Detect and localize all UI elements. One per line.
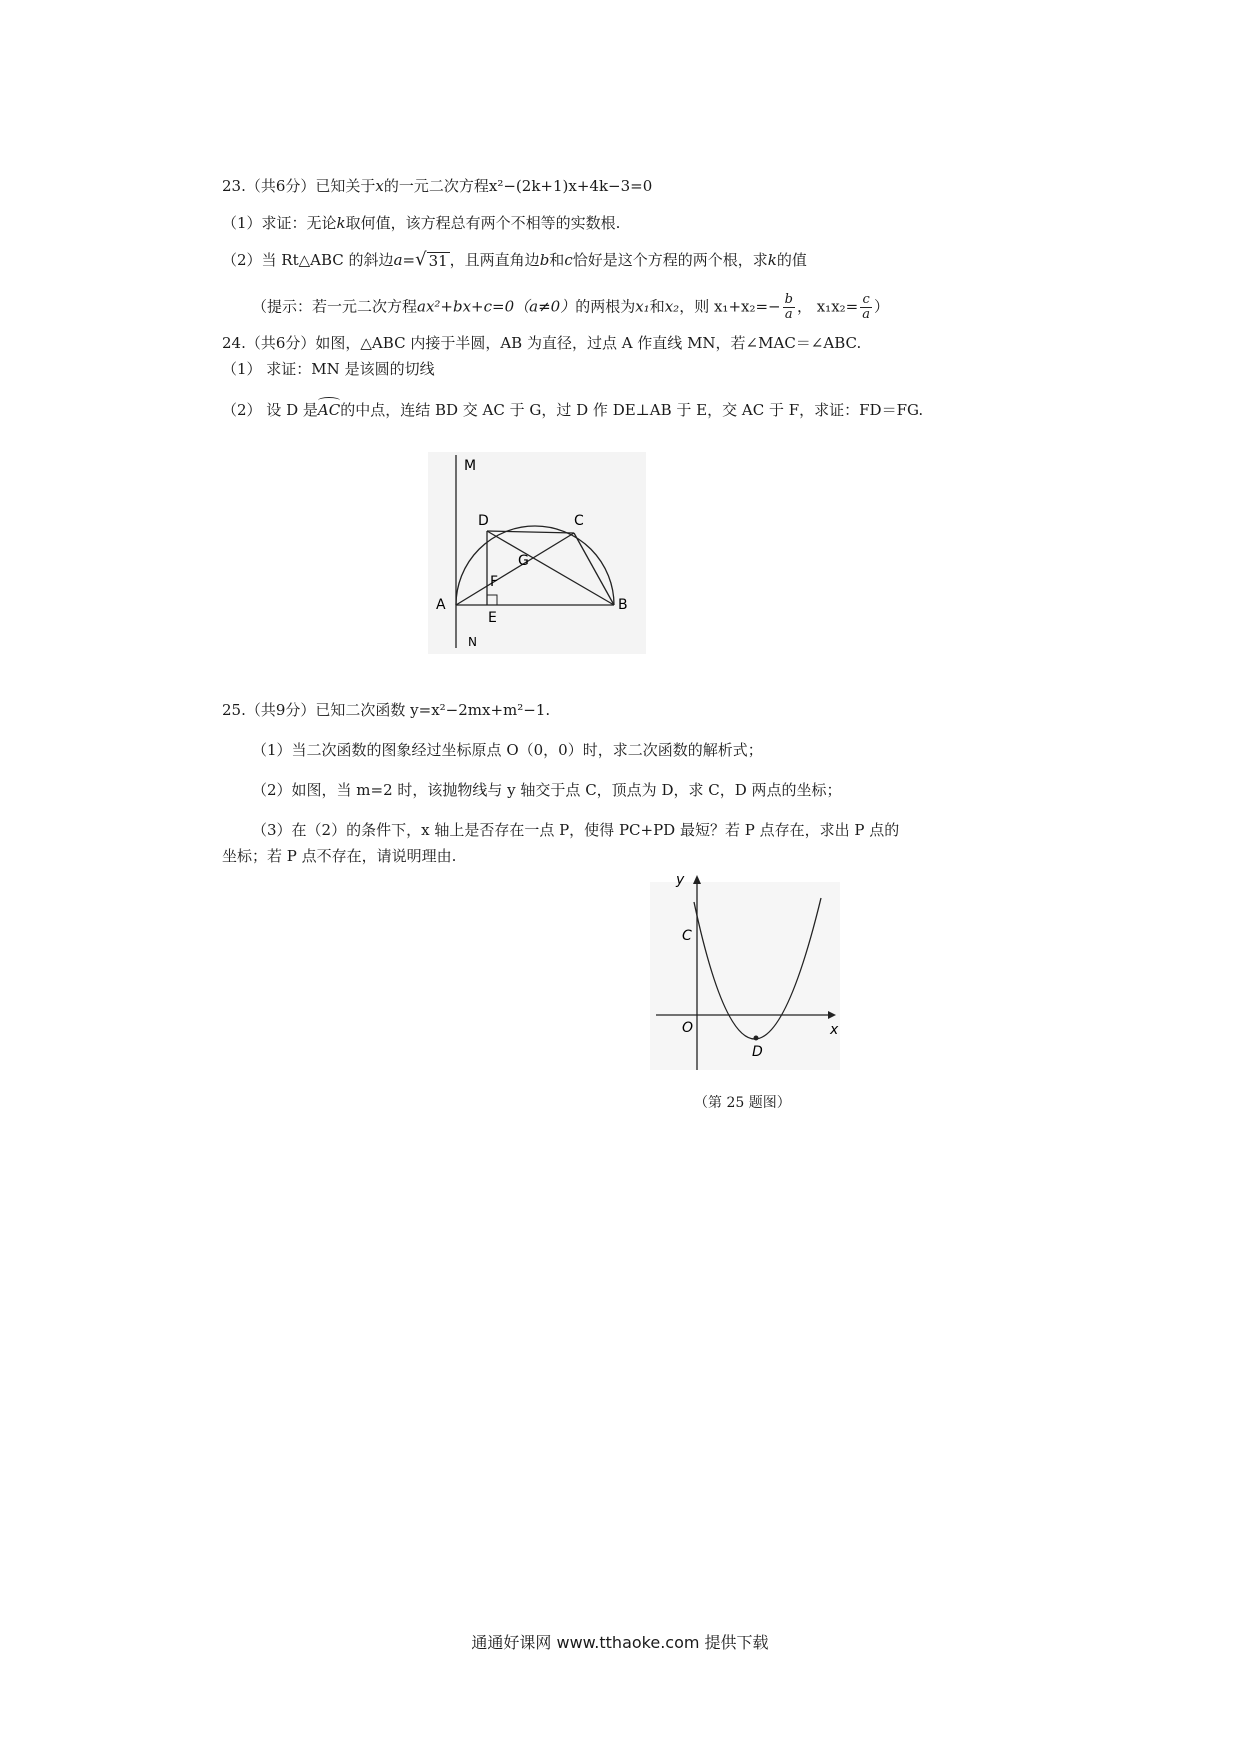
q23-p2-text-4: 恰好是这个方程的两个根，求 (572, 251, 768, 269)
hint-text: （提示：若一元二次方程 (252, 297, 418, 316)
parabola-figure (648, 872, 843, 1072)
fraction-c-over-a (860, 293, 872, 322)
label-e: E (488, 610, 497, 626)
hint-sum: ，则 x₁+x₂=− (679, 297, 781, 316)
q25-stem: 25.（共9分）已知二次函数 y=x²−2mx+m²−1. (222, 701, 551, 719)
q25-part3-line1: （3）在（2）的条件下，x 轴上是否存在一点 P，使得 PC+PD 最短？若 P 点存在，求出 P 点的 (252, 821, 900, 839)
sqrt-radicand: 31 (428, 252, 448, 270)
q24-p2-text: （2） 设 D 是 (222, 401, 318, 419)
vertex-point (754, 1036, 759, 1041)
q25-part2: （2）如图，当 m=2 时，该抛物线与 y 轴交于点 C，顶点为 D，求 C，D 两点的坐标； (252, 781, 842, 799)
q24-part2 (222, 400, 923, 420)
var-x: x (375, 177, 384, 195)
q24-stem: 24.（共6分）如图，△ABC 内接于半圆，AB 为直径，过点 A 作直线 MN，若∠MAC＝∠ABC. (222, 334, 862, 352)
var-x2: x₂ (664, 297, 680, 316)
q23-part1 (222, 213, 620, 233)
q25-part3-line2: 坐标；若 P 点不存在，请说明理由. (222, 847, 457, 865)
var-k: k (336, 214, 346, 232)
arc-ac: AC (317, 401, 341, 419)
label-a: A (436, 597, 446, 613)
hint-and: 和 (649, 297, 665, 316)
y-axis-arrow-icon (693, 875, 701, 884)
frac-denominator: a (784, 307, 793, 322)
eq-sign: = (402, 251, 416, 269)
label-d-2: D (752, 1044, 763, 1060)
label-c: C (574, 513, 584, 529)
hint-text-2: 的两根为 (575, 297, 636, 316)
q23-stem-text: 23.（共6分）已知关于 (222, 177, 376, 195)
hint-equation: ax²+bx+c=0（a≠0） (417, 297, 576, 316)
var-x1: x₁ (635, 297, 650, 316)
q23-hint (252, 293, 889, 322)
label-f: F (490, 574, 499, 590)
sqrt-31 (415, 251, 450, 269)
label-m: M (464, 458, 477, 474)
label-b: B (618, 597, 628, 613)
frac-numerator: b (784, 292, 793, 307)
q23-stem-text-2: 的一元二次方程 (383, 177, 489, 195)
frac-numerator-2: c (862, 292, 870, 307)
sqrt-sign-icon: √ (415, 249, 427, 270)
q25-part1: （1）当二次函数的图象经过坐标原点 O（0，0）时，求二次函数的解析式； (252, 741, 763, 759)
fraction-b-over-a (783, 293, 795, 322)
q23-p2-text-2: ，且两直角边 (449, 251, 540, 269)
label-y: y (676, 872, 685, 888)
label-o: O (682, 1020, 694, 1036)
frac-denominator-2: a (862, 307, 871, 322)
q24-part1: （1） 求证：MN 是该圆的切线 (222, 360, 435, 378)
var-a: a (393, 251, 403, 269)
var-b: b (539, 251, 550, 269)
label-n: N (468, 635, 477, 649)
page-footer: 通通好课网 www.tthaoke.com 提供下载 (471, 1633, 769, 1652)
q23-p2-text-3: 和 (549, 251, 565, 269)
hint-product: ， x₁x₂= (796, 297, 859, 316)
q23-equation: x²−(2k+1)x+4k−3=0 (488, 177, 653, 195)
figure-background-2 (650, 882, 840, 1070)
q23-p1-text-2: 取何值，该方程总有两个不相等的实数根. (345, 214, 621, 232)
var-c: c (564, 251, 573, 269)
q23-p1-text: （1）求证：无论 (222, 214, 337, 232)
label-x: x (830, 1022, 839, 1038)
label-g: G (518, 553, 529, 569)
var-k-2: k (767, 251, 777, 269)
q23-p2-text: （2）当 Rt△ABC 的斜边 (222, 251, 394, 269)
q24-p2-text-2: 的中点，连结 BD 交 AC 于 G，过 D 作 DE⊥AB 于 E，交 AC 于 F，求证：FD＝FG. (340, 401, 924, 419)
q23-part2 (222, 250, 807, 270)
figure-background (428, 452, 646, 654)
semicircle-figure (428, 450, 648, 655)
q23-p2-text-5: 的值 (776, 251, 807, 269)
hint-close: ） (874, 297, 890, 316)
q23-stem (222, 176, 652, 196)
figure-caption: （第 25 题图） (694, 1095, 791, 1111)
label-d: D (478, 513, 489, 529)
label-c-2: C (682, 928, 692, 944)
